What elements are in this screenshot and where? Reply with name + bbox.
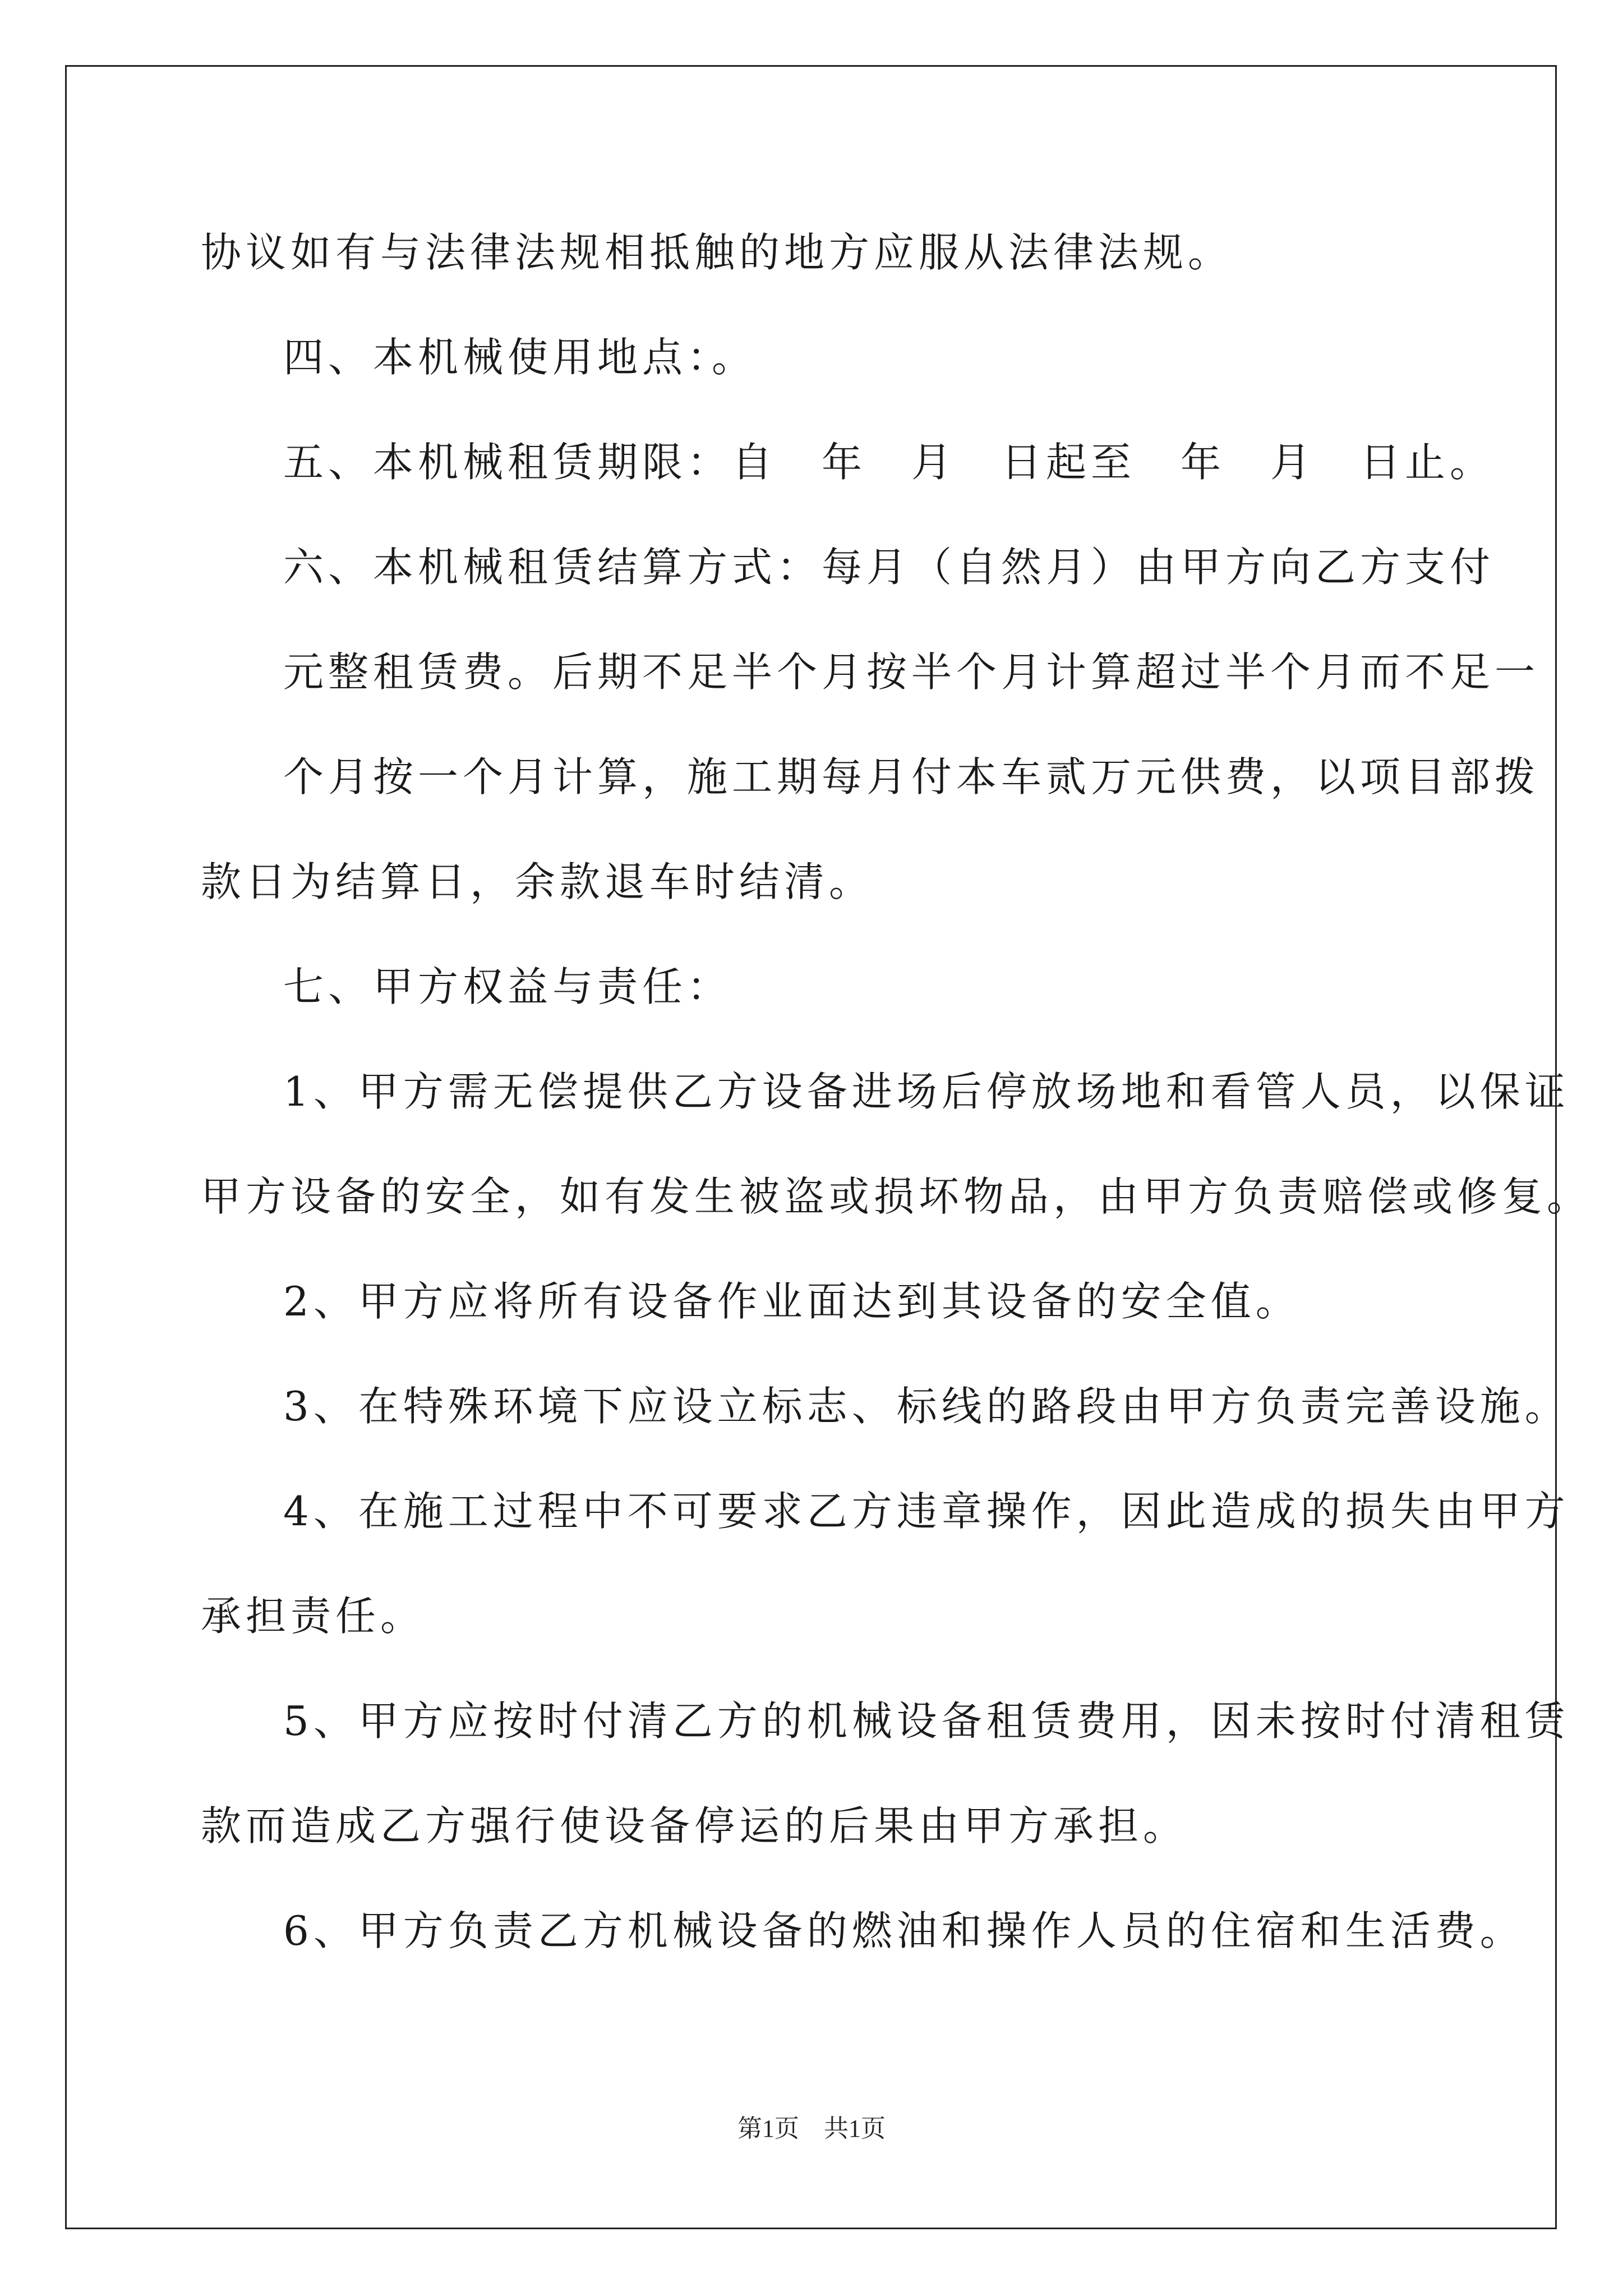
- text-line-11: 2、甲方应将所有设备作业面达到其设备的安全值。: [283, 1278, 1301, 1325]
- page-number-footer: 第1页 共1页: [737, 2115, 886, 2142]
- text-line-6: 个月按一个月计算，施工期每月付本车贰万元供费，以项目部拨: [283, 753, 1540, 800]
- text-line-7: 款日为结算日，余款退车时结清。: [201, 858, 874, 905]
- text-line-4: 六、本机械租赁结算方式：每月（自然月）由甲方向乙方支付: [283, 544, 1495, 591]
- text-line-17: 6、甲方负责乙方机械设备的燃油和操作人员的住宿和生活费。: [283, 1907, 1525, 1954]
- text-line-10: 甲方设备的安全，如有发生被盗或损坏物品，由甲方负责赔偿或修复。: [201, 1173, 1592, 1220]
- text-line-2: 四、本机械使用地点：。: [283, 334, 757, 381]
- text-line-15: 5、甲方应按时付清乙方的机械设备租赁费用，因未按时付清租赁: [283, 1697, 1570, 1745]
- text-line-5: 元整租赁费。后期不足半个月按半个月计算超过半个月而不足一: [283, 648, 1540, 696]
- text-line-8: 七、甲方权益与责任：: [283, 963, 732, 1010]
- text-line-14: 承担责任。: [201, 1593, 426, 1640]
- text-line-9: 1、甲方需无偿提供乙方设备进场后停放场地和看管人员，以保证: [283, 1068, 1570, 1115]
- text-line-16: 款而造成乙方强行使设备停运的后果由甲方承担。: [201, 1802, 1188, 1849]
- text-line-13: 4、在施工过程中不可要求乙方违章操作，因此造成的损失由甲方: [283, 1488, 1570, 1535]
- text-line-1: 协议如有与法律法规相抵触的地方应服从法律法规。: [201, 229, 1233, 276]
- text-line-12: 3、在特殊环境下应设立标志、标线的路段由甲方负责完善设施。: [283, 1383, 1570, 1430]
- text-line-3: 五、本机械租赁期限：自 年 月 日起至 年 月 日止。: [283, 439, 1495, 486]
